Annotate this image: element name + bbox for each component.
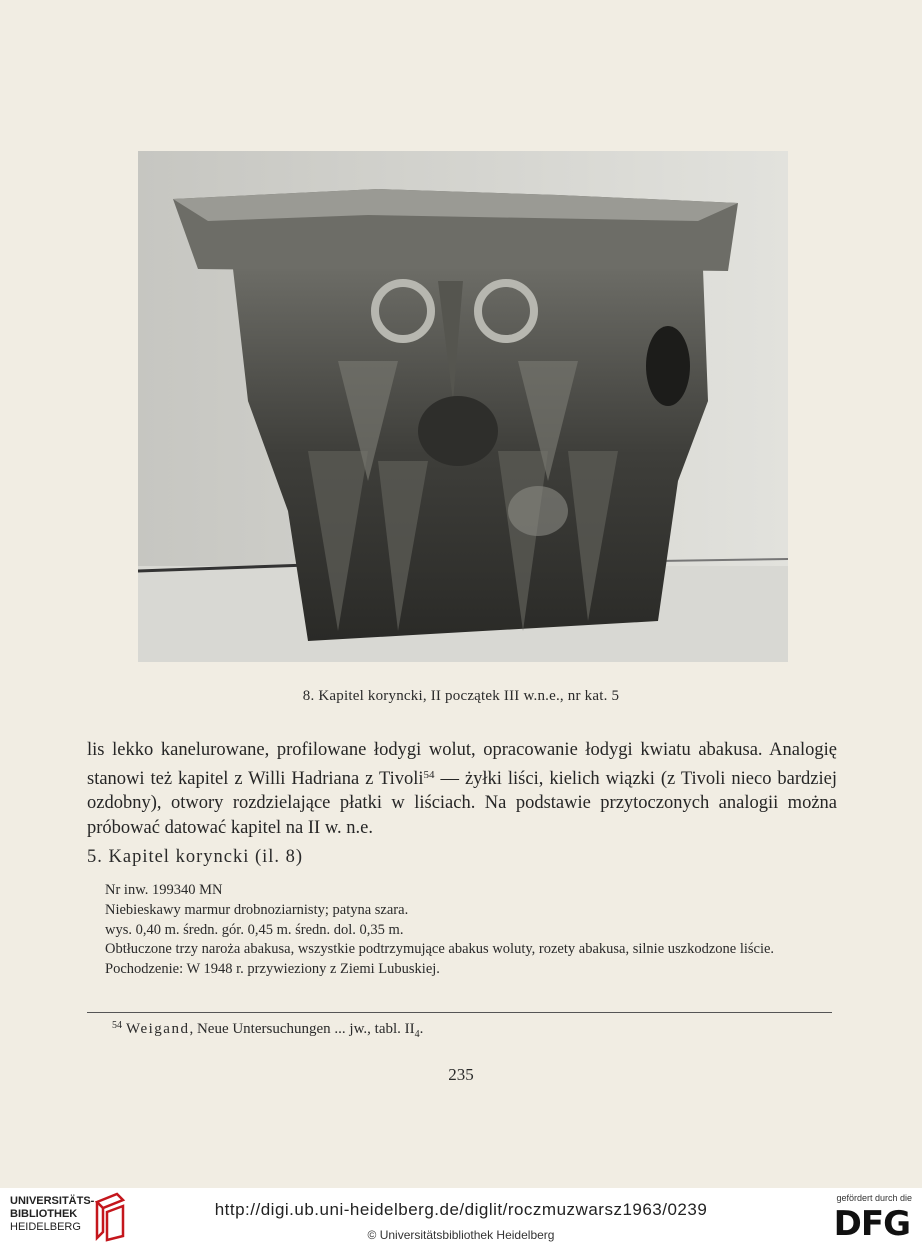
catalog-line-inventory: Nr inw. 199340 MN bbox=[105, 882, 223, 898]
logo-line-2: BIBLIOTHEK bbox=[10, 1208, 78, 1220]
footnote-subscript: 4 bbox=[414, 1029, 420, 1040]
body-text-rest: — żyłki liści, kielich wiązki (z Tivoli nieco bardziej ozdobny), otwory rozdzielające płatki w liściach. Na podstawie przytoczonych analogii można próbować datować kapitel na II w. n.e. bbox=[87, 768, 837, 838]
copyright-notice: © Universitätsbibliothek Heidelberg bbox=[367, 1228, 555, 1242]
logo-line-1: UNIVERSITÄTS- bbox=[10, 1195, 95, 1207]
catalog-entry bbox=[105, 881, 837, 980]
footnote-divider bbox=[87, 1012, 832, 1013]
footnote-author: Weigand bbox=[126, 1021, 190, 1037]
capital-photograph bbox=[138, 151, 788, 662]
capital-photo-illustration bbox=[138, 151, 788, 662]
footer-bar bbox=[0, 1188, 922, 1251]
footnote-mark: 54 bbox=[112, 1020, 122, 1031]
footnote-text: , Neue Untersuchungen ... jw., tabl. II bbox=[189, 1021, 415, 1037]
catalog-heading: 5. Kapitel koryncki (il. 8) bbox=[87, 847, 304, 867]
dfg-logo[interactable]: DFG bbox=[833, 1204, 910, 1244]
catalog-line-material: Niebieskawy marmur drobnoziarnisty; patyna szara. bbox=[105, 901, 409, 918]
figure-caption: 8. Kapitel koryncki, II początek III w.n.e., nr kat. 5 bbox=[302, 688, 620, 704]
footnote-end: . bbox=[419, 1021, 424, 1037]
body-paragraph bbox=[87, 738, 837, 840]
catalog-line-condition: Obtłuczone trzy naroża abakusa, wszystkie podtrzymujące abakus woluty, rozety abakusa, silnie uszkodzone liście. bbox=[105, 941, 775, 958]
logo-line-3: HEIDELBERG bbox=[10, 1221, 81, 1233]
body-text-main: lis lekko kanelurowane, profilowane łodygi wolut, opracowanie łodygi kwiatu abakusa. Analogię stanowi też kapitel z Willi Hadriana z Tivoli bbox=[87, 740, 837, 789]
permalink-url[interactable]: http://digi.ub.uni-heidelberg.de/diglit/roczmuzwarsz1963/0239 bbox=[214, 1200, 708, 1219]
footnote bbox=[112, 1020, 423, 1040]
catalog-line-dimensions: wys. 0,40 m. średn. gór. 0,45 m. średn. dol. 0,35 m. bbox=[105, 921, 404, 938]
dfg-funding-label: gefördert durch die bbox=[836, 1193, 912, 1203]
footnote-ref: 54 bbox=[423, 768, 435, 781]
catalog-line-provenance: Pochodzenie: W 1948 r. przywieziony z Ziemi Lubuskiej. bbox=[105, 961, 440, 978]
page-number: 235 bbox=[448, 1065, 474, 1084]
